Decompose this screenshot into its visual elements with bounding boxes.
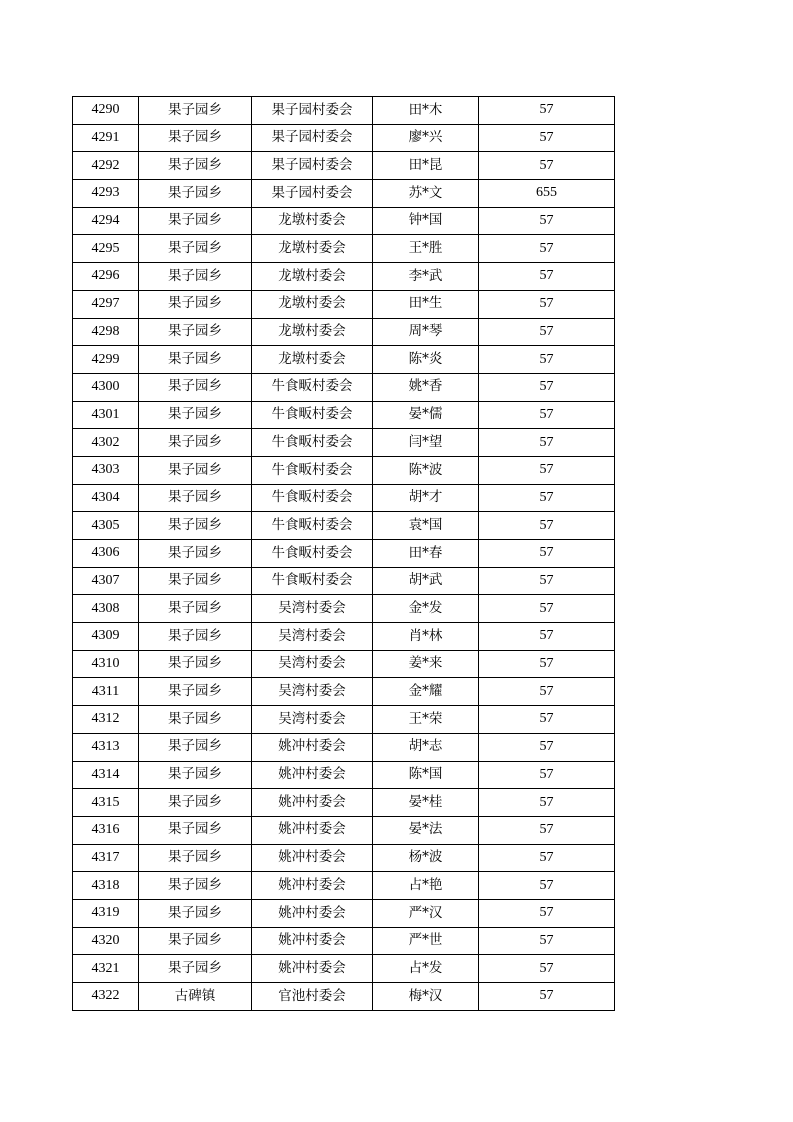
town-cell: 果子园乡 <box>139 235 252 263</box>
person-name-cell: 严*汉 <box>373 899 479 927</box>
person-name-cell: 田*木 <box>373 97 479 125</box>
amount-cell: 57 <box>479 512 615 540</box>
person-name-cell: 王*胜 <box>373 235 479 263</box>
person-name-cell: 苏*文 <box>373 180 479 208</box>
table-row <box>73 152 615 180</box>
person-name-cell: 晏*儒 <box>373 401 479 429</box>
village-cell: 龙墩村委会 <box>252 346 373 374</box>
table-row <box>73 263 615 291</box>
row-index-cell: 4297 <box>73 290 139 318</box>
town-cell: 果子园乡 <box>139 678 252 706</box>
person-name-cell: 周*琴 <box>373 318 479 346</box>
person-name-cell: 袁*国 <box>373 512 479 540</box>
village-cell: 牛食畈村委会 <box>252 512 373 540</box>
person-name-cell: 肖*林 <box>373 623 479 651</box>
table-row <box>73 567 615 595</box>
row-index-cell: 4315 <box>73 789 139 817</box>
village-cell: 龙墩村委会 <box>252 207 373 235</box>
table-row <box>73 733 615 761</box>
amount-cell: 57 <box>479 678 615 706</box>
person-name-cell: 闫*望 <box>373 429 479 457</box>
town-cell: 果子园乡 <box>139 97 252 125</box>
row-index-cell: 4321 <box>73 955 139 983</box>
village-cell: 牛食畈村委会 <box>252 484 373 512</box>
town-cell: 古碑镇 <box>139 983 252 1011</box>
village-cell: 牛食畈村委会 <box>252 567 373 595</box>
village-cell: 姚冲村委会 <box>252 927 373 955</box>
town-cell: 果子园乡 <box>139 263 252 291</box>
amount-cell: 57 <box>479 927 615 955</box>
person-name-cell: 陈*炎 <box>373 346 479 374</box>
row-index-cell: 4293 <box>73 180 139 208</box>
village-cell: 姚冲村委会 <box>252 872 373 900</box>
amount-cell: 57 <box>479 761 615 789</box>
row-index-cell: 4296 <box>73 263 139 291</box>
town-cell: 果子园乡 <box>139 401 252 429</box>
table-row <box>73 124 615 152</box>
person-name-cell: 严*世 <box>373 927 479 955</box>
row-index-cell: 4308 <box>73 595 139 623</box>
town-cell: 果子园乡 <box>139 623 252 651</box>
row-index-cell: 4306 <box>73 540 139 568</box>
table-row <box>73 346 615 374</box>
roster-table-body <box>73 97 615 1011</box>
village-cell: 牛食畈村委会 <box>252 429 373 457</box>
row-index-cell: 4317 <box>73 844 139 872</box>
person-name-cell: 梅*汉 <box>373 983 479 1011</box>
town-cell: 果子园乡 <box>139 844 252 872</box>
amount-cell: 57 <box>479 595 615 623</box>
row-index-cell: 4319 <box>73 899 139 927</box>
table-row <box>73 706 615 734</box>
town-cell: 果子园乡 <box>139 512 252 540</box>
person-name-cell: 金*耀 <box>373 678 479 706</box>
table-row <box>73 401 615 429</box>
amount-cell: 57 <box>479 872 615 900</box>
table-row <box>73 927 615 955</box>
row-index-cell: 4314 <box>73 761 139 789</box>
village-cell: 牛食畈村委会 <box>252 373 373 401</box>
row-index-cell: 4304 <box>73 484 139 512</box>
row-index-cell: 4305 <box>73 512 139 540</box>
amount-cell: 57 <box>479 540 615 568</box>
village-cell: 龙墩村委会 <box>252 263 373 291</box>
row-index-cell: 4303 <box>73 456 139 484</box>
amount-cell: 57 <box>479 484 615 512</box>
town-cell: 果子园乡 <box>139 650 252 678</box>
row-index-cell: 4312 <box>73 706 139 734</box>
person-name-cell: 陈*波 <box>373 456 479 484</box>
village-cell: 吴湾村委会 <box>252 678 373 706</box>
person-name-cell: 廖*兴 <box>373 124 479 152</box>
person-name-cell: 姚*香 <box>373 373 479 401</box>
row-index-cell: 4316 <box>73 816 139 844</box>
village-cell: 牛食畈村委会 <box>252 540 373 568</box>
amount-cell: 57 <box>479 844 615 872</box>
table-row <box>73 180 615 208</box>
table-row <box>73 318 615 346</box>
table-row <box>73 373 615 401</box>
row-index-cell: 4309 <box>73 623 139 651</box>
town-cell: 果子园乡 <box>139 899 252 927</box>
table-row <box>73 872 615 900</box>
town-cell: 果子园乡 <box>139 816 252 844</box>
person-name-cell: 田*春 <box>373 540 479 568</box>
village-cell: 龙墩村委会 <box>252 235 373 263</box>
amount-cell: 57 <box>479 207 615 235</box>
village-cell: 牛食畈村委会 <box>252 401 373 429</box>
amount-cell: 57 <box>479 789 615 817</box>
table-row <box>73 844 615 872</box>
row-index-cell: 4295 <box>73 235 139 263</box>
row-index-cell: 4313 <box>73 733 139 761</box>
village-cell: 龙墩村委会 <box>252 318 373 346</box>
person-name-cell: 胡*志 <box>373 733 479 761</box>
village-cell: 果子园村委会 <box>252 97 373 125</box>
amount-cell: 57 <box>479 346 615 374</box>
amount-cell: 57 <box>479 318 615 346</box>
row-index-cell: 4320 <box>73 927 139 955</box>
amount-cell: 57 <box>479 401 615 429</box>
village-cell: 果子园村委会 <box>252 152 373 180</box>
person-name-cell: 田*生 <box>373 290 479 318</box>
table-row <box>73 595 615 623</box>
amount-cell: 57 <box>479 373 615 401</box>
village-cell: 官池村委会 <box>252 983 373 1011</box>
amount-cell: 57 <box>479 456 615 484</box>
table-row <box>73 484 615 512</box>
row-index-cell: 4310 <box>73 650 139 678</box>
table-row <box>73 97 615 125</box>
row-index-cell: 4292 <box>73 152 139 180</box>
person-name-cell: 晏*法 <box>373 816 479 844</box>
amount-cell: 57 <box>479 623 615 651</box>
table-row <box>73 235 615 263</box>
amount-cell: 57 <box>479 816 615 844</box>
table-row <box>73 650 615 678</box>
table-row <box>73 290 615 318</box>
row-index-cell: 4299 <box>73 346 139 374</box>
amount-cell: 57 <box>479 152 615 180</box>
row-index-cell: 4300 <box>73 373 139 401</box>
row-index-cell: 4307 <box>73 567 139 595</box>
person-name-cell: 晏*桂 <box>373 789 479 817</box>
table-row <box>73 983 615 1011</box>
village-cell: 果子园村委会 <box>252 124 373 152</box>
person-name-cell: 胡*才 <box>373 484 479 512</box>
row-index-cell: 4290 <box>73 97 139 125</box>
table-row <box>73 429 615 457</box>
person-name-cell: 姜*来 <box>373 650 479 678</box>
amount-cell: 57 <box>479 899 615 927</box>
amount-cell: 57 <box>479 235 615 263</box>
village-cell: 吴湾村委会 <box>252 706 373 734</box>
table-row <box>73 540 615 568</box>
person-name-cell: 钟*国 <box>373 207 479 235</box>
town-cell: 果子园乡 <box>139 540 252 568</box>
amount-cell: 57 <box>479 733 615 761</box>
row-index-cell: 4298 <box>73 318 139 346</box>
person-name-cell: 李*武 <box>373 263 479 291</box>
town-cell: 果子园乡 <box>139 567 252 595</box>
table-row <box>73 955 615 983</box>
town-cell: 果子园乡 <box>139 789 252 817</box>
amount-cell: 57 <box>479 263 615 291</box>
person-name-cell: 金*发 <box>373 595 479 623</box>
table-row <box>73 899 615 927</box>
amount-cell: 57 <box>479 706 615 734</box>
village-cell: 吴湾村委会 <box>252 650 373 678</box>
table-row <box>73 678 615 706</box>
row-index-cell: 4322 <box>73 983 139 1011</box>
amount-cell: 57 <box>479 97 615 125</box>
table-row <box>73 816 615 844</box>
table-row <box>73 456 615 484</box>
amount-cell: 655 <box>479 180 615 208</box>
village-cell: 姚冲村委会 <box>252 899 373 927</box>
town-cell: 果子园乡 <box>139 761 252 789</box>
row-index-cell: 4294 <box>73 207 139 235</box>
town-cell: 果子园乡 <box>139 318 252 346</box>
town-cell: 果子园乡 <box>139 927 252 955</box>
town-cell: 果子园乡 <box>139 484 252 512</box>
town-cell: 果子园乡 <box>139 207 252 235</box>
amount-cell: 57 <box>479 650 615 678</box>
town-cell: 果子园乡 <box>139 373 252 401</box>
town-cell: 果子园乡 <box>139 595 252 623</box>
village-cell: 吴湾村委会 <box>252 595 373 623</box>
town-cell: 果子园乡 <box>139 733 252 761</box>
row-index-cell: 4301 <box>73 401 139 429</box>
village-cell: 姚冲村委会 <box>252 733 373 761</box>
person-name-cell: 杨*波 <box>373 844 479 872</box>
village-cell: 吴湾村委会 <box>252 623 373 651</box>
amount-cell: 57 <box>479 429 615 457</box>
village-cell: 姚冲村委会 <box>252 789 373 817</box>
table-row <box>73 623 615 651</box>
village-cell: 姚冲村委会 <box>252 816 373 844</box>
amount-cell: 57 <box>479 124 615 152</box>
town-cell: 果子园乡 <box>139 456 252 484</box>
town-cell: 果子园乡 <box>139 955 252 983</box>
town-cell: 果子园乡 <box>139 706 252 734</box>
person-name-cell: 田*昆 <box>373 152 479 180</box>
person-name-cell: 陈*国 <box>373 761 479 789</box>
roster-table <box>72 96 615 1011</box>
person-name-cell: 占*发 <box>373 955 479 983</box>
village-cell: 果子园村委会 <box>252 180 373 208</box>
row-index-cell: 4311 <box>73 678 139 706</box>
village-cell: 龙墩村委会 <box>252 290 373 318</box>
person-name-cell: 胡*武 <box>373 567 479 595</box>
town-cell: 果子园乡 <box>139 124 252 152</box>
row-index-cell: 4302 <box>73 429 139 457</box>
town-cell: 果子园乡 <box>139 180 252 208</box>
person-name-cell: 王*荣 <box>373 706 479 734</box>
town-cell: 果子园乡 <box>139 346 252 374</box>
amount-cell: 57 <box>479 567 615 595</box>
village-cell: 姚冲村委会 <box>252 761 373 789</box>
town-cell: 果子园乡 <box>139 290 252 318</box>
amount-cell: 57 <box>479 983 615 1011</box>
town-cell: 果子园乡 <box>139 872 252 900</box>
table-row <box>73 512 615 540</box>
village-cell: 牛食畈村委会 <box>252 456 373 484</box>
table-row <box>73 789 615 817</box>
amount-cell: 57 <box>479 290 615 318</box>
amount-cell: 57 <box>479 955 615 983</box>
table-row <box>73 207 615 235</box>
town-cell: 果子园乡 <box>139 152 252 180</box>
village-cell: 姚冲村委会 <box>252 955 373 983</box>
table-row <box>73 761 615 789</box>
person-name-cell: 占*艳 <box>373 872 479 900</box>
row-index-cell: 4318 <box>73 872 139 900</box>
village-cell: 姚冲村委会 <box>252 844 373 872</box>
town-cell: 果子园乡 <box>139 429 252 457</box>
row-index-cell: 4291 <box>73 124 139 152</box>
